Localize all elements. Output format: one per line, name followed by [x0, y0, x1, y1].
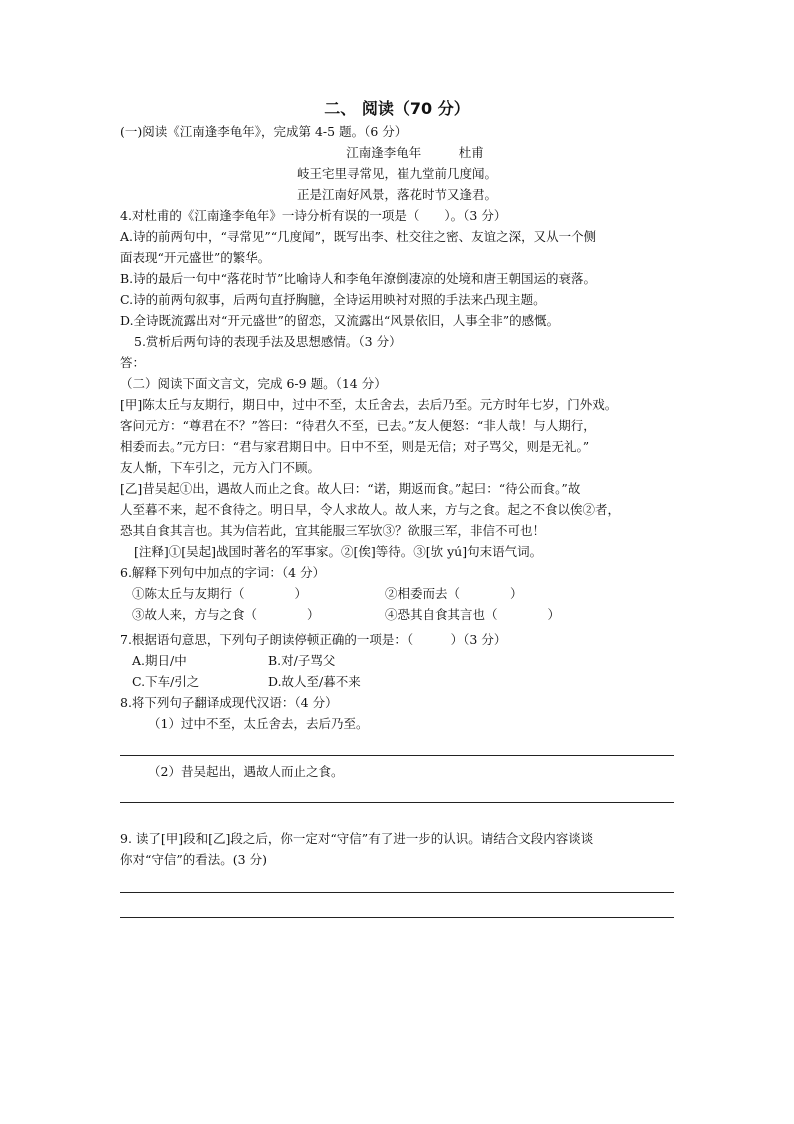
question-4: 4.对杜甫的《江南逢李龟年》一诗分析有误的一项是（ ）。（3 分） — [120, 208, 507, 223]
question-9-line1: 9. 读了[甲]段和[乙]段之后，你一定对“守信”有了进一步的认识。请结合文段内容谈谈 — [120, 831, 594, 846]
passage-jia-line4: 友人惭，下车引之，元方入门不顾。 — [120, 460, 321, 475]
part1-intro: (一)阅读《江南逢李龟年》，完成第 4-5 题。（6 分） — [120, 124, 408, 139]
poem-title: 江南逢李龟年 杜甫 — [346, 145, 484, 160]
answer-line-2[interactable] — [120, 802, 674, 803]
question-7: 7.根据语句意思，下列句子朗读停顿正确的一项是：（ ）（3 分） — [120, 632, 507, 647]
poem-line-2: 正是江南好风景，落花时节又逢君。 — [296, 187, 497, 202]
q4-option-a-line1: A.诗的前两句中，“寻常见”“几度闻”，既写出李、杜交往之密、友谊之深，又从一个侧 — [120, 229, 597, 244]
passage-jia-line1: [甲]陈太丘与友期行，期日中，过中不至，太丘舍去，去后乃至。元方时年七岁，门外戏。 — [120, 397, 618, 412]
passage-jia-line2: 客问元方：“尊君在不？”答曰：“待君久不至，已去。”友人便怒：“非人哉！与人期行， — [120, 418, 596, 433]
q8-sentence-2: （2）昔吴起出，遇故人而止之食。 — [148, 764, 344, 779]
passage-note: [注释]①[吴起]战国时著名的军事家。②[俟]等待。③[欤 yú]句末语气词。 — [134, 544, 543, 559]
question-8: 8.将下列句子翻译成现代汉语：（4 分） — [120, 695, 338, 710]
passage-yi-line3: 恐其自食其言也。其为信若此，宜其能服三军欤③？欲服三军，非信不可也！ — [120, 523, 546, 538]
q6-item-4: ④恐其自食其言也（ ） — [385, 607, 561, 622]
q4-option-b: B.诗的最后一句中“落花时节”比喻诗人和李龟年潦倒凄凉的处境和唐王朝国运的衰落。 — [120, 271, 596, 286]
section-title: 二、 阅读（70 分） — [324, 99, 470, 118]
q7-option-d: D.故人至/暮不来 — [268, 674, 361, 689]
answer-line-3[interactable] — [120, 892, 674, 893]
question-6: 6.解释下列句中加点的字词：（4 分） — [120, 565, 326, 580]
poem-line-1: 岐王宅里寻常见，崔九堂前几度闻。 — [296, 166, 497, 181]
q6-item-3: ③故人来，方与之食（ ） — [132, 607, 320, 622]
q4-option-a-line2: 面表现“开元盛世”的繁华。 — [120, 250, 271, 265]
part2-intro: （二）阅读下面文言文，完成 6-9 题。（14 分） — [120, 376, 387, 391]
answer-line-1[interactable] — [120, 755, 674, 756]
passage-yi-line1: [乙]昔吴起①出，遇故人而止之食。故人曰：“诺，期返而食。”起曰：“待公而食。”故 — [120, 481, 581, 496]
passage-yi-line2: 人至暮不来，起不食待之。明日早，令人求故人。故人来，方与之食。起之不食以俟②者， — [120, 502, 621, 517]
q7-option-a: A.期日/中 — [132, 653, 187, 668]
q4-option-d: D.全诗既流露出对“开元盛世”的留恋，又流露出“风景依旧，人事全非”的感慨。 — [120, 313, 560, 328]
q6-item-2: ②相委而去（ ） — [385, 586, 523, 601]
answer-label: 答： — [120, 355, 146, 370]
question-9-line2: 你对“守信”的看法。(3 分) — [120, 852, 267, 867]
answer-line-4[interactable] — [120, 917, 674, 918]
q8-sentence-1: （1）过中不至，太丘舍去，去后乃至。 — [148, 716, 369, 731]
q4-option-c: C.诗的前两句叙事，后两句直抒胸臆，全诗运用映衬对照的手法来凸现主题。 — [120, 292, 546, 307]
q7-option-b: B.对/子骂父 — [268, 653, 336, 668]
passage-jia-line3: 相委而去。”元方曰：“君与家君期日中。日中不至，则是无信；对子骂父，则是无礼。” — [120, 439, 590, 454]
q7-option-c: C.下车/引之 — [132, 674, 200, 689]
question-5: 5.赏析后两句诗的表现手法及思想感情。（3 分） — [134, 334, 402, 349]
q6-item-1: ①陈太丘与友期行（ ） — [132, 586, 308, 601]
